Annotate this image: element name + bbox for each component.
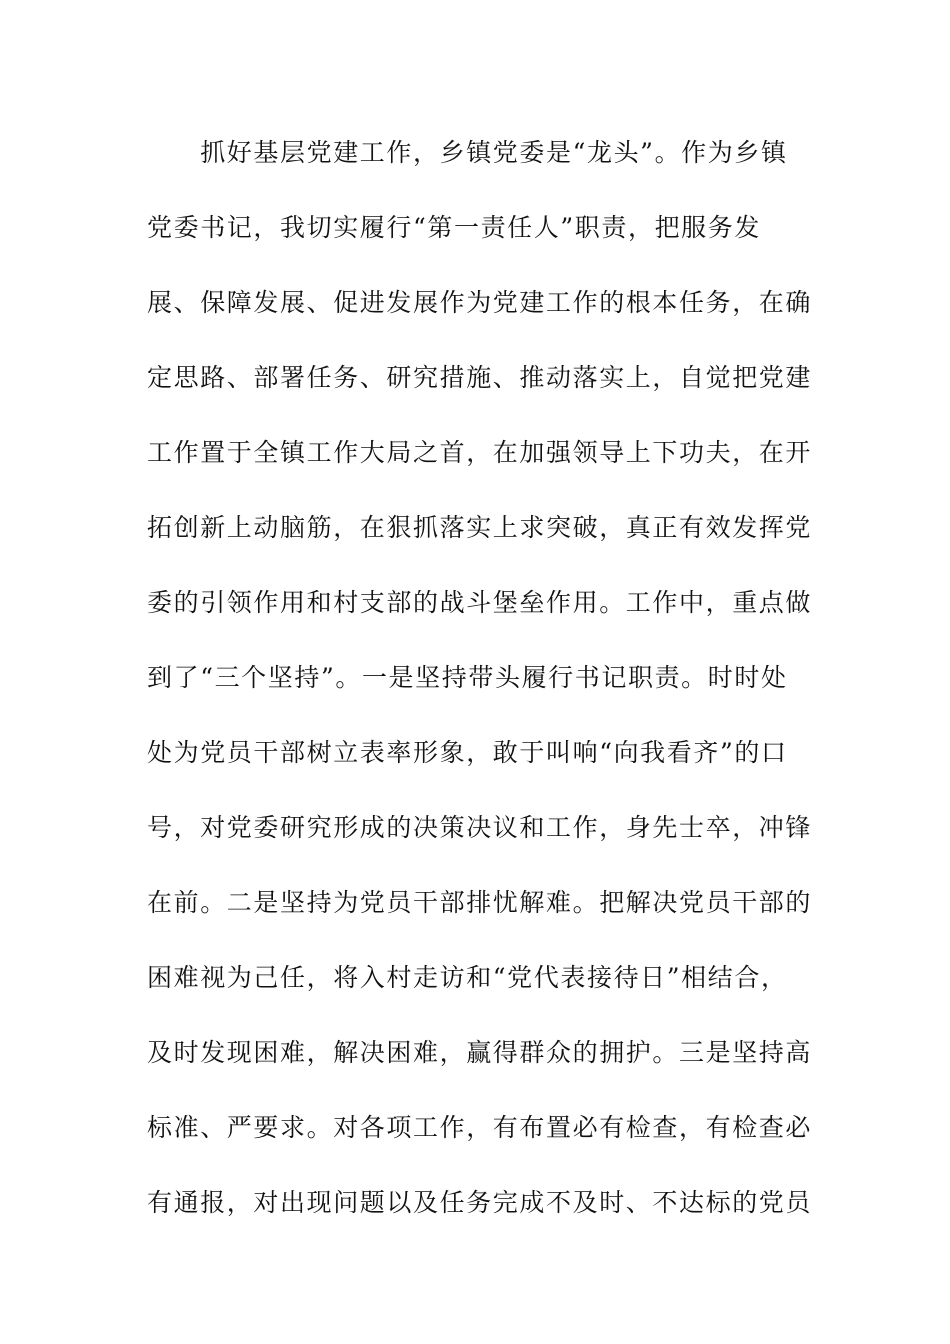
text-line: 定思路、部署任务、研究措施、推动落实上，自觉把党建 bbox=[147, 363, 813, 392]
text-line: 抓好基层党建工作，乡镇党委是“龙头”。作为乡镇 bbox=[147, 138, 788, 167]
text-line: 工作置于全镇工作大局之首，在加强领导上下功夫，在开 bbox=[147, 438, 813, 467]
text-line: 委的引领作用和村支部的战斗堡垒作用。工作中，重点做 bbox=[147, 588, 813, 617]
text-line: 困难视为己任，将入村走访和“党代表接待日”相结合， bbox=[147, 963, 788, 992]
text-line: 处为党员干部树立表率形象，敢于叫响“向我看齐”的口 bbox=[147, 738, 788, 767]
text-line: 拓创新上动脑筋，在狠抓落实上求突破，真正有效发挥党 bbox=[147, 513, 813, 542]
text-line: 党委书记，我切实履行“第一责任人”职责，把服务发 bbox=[147, 213, 761, 242]
text-line: 及时发现困难，解决困难，赢得群众的拥护。三是坚持高 bbox=[147, 1038, 813, 1067]
body-paragraph bbox=[147, 128, 813, 1253]
text-line: 有通报，对出现问题以及任务完成不及时、不达标的党员 bbox=[147, 1188, 813, 1217]
text-line: 到了“三个坚持”。一是坚持带头履行书记职责。时时处 bbox=[147, 663, 788, 692]
text-line: 在前。二是坚持为党员干部排忧解难。把解决党员干部的 bbox=[147, 888, 813, 917]
text-line: 标准、严要求。对各项工作，有布置必有检查，有检查必 bbox=[147, 1113, 813, 1142]
text-line: 展、保障发展、促进发展作为党建工作的根本任务，在确 bbox=[147, 288, 813, 317]
text-line: 号，对党委研究形成的决策决议和工作，身先士卒，冲锋 bbox=[147, 813, 813, 842]
